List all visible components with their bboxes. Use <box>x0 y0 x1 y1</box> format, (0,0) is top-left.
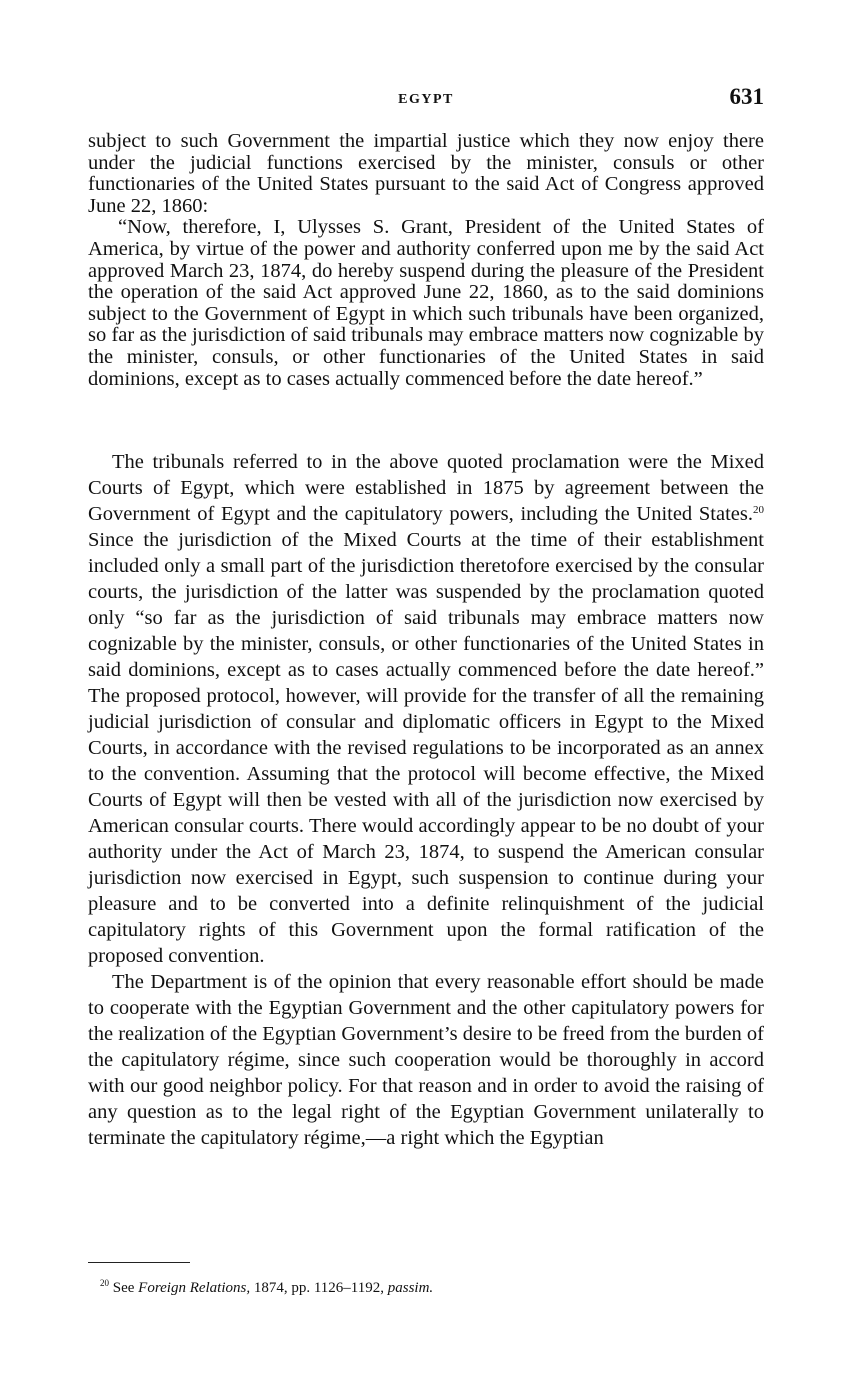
quote-paragraph-1: subject to such Government the impartial justice which they now enjoy there under the judicial functions exercised by the minister, consuls or other functionaries of the United States pursuant to the said Act of Congress approved June 22, 1860: <box>88 130 764 217</box>
quoted-proclamation <box>88 131 764 390</box>
running-title: EGYPT <box>398 92 454 107</box>
body-text <box>88 449 764 1151</box>
page-number: 631 <box>729 84 764 109</box>
page-header <box>88 84 764 118</box>
footnote-passim: passim. <box>387 1280 434 1296</box>
footnote-divider <box>88 1262 190 1263</box>
footnote-see: See <box>109 1280 139 1296</box>
quote-paragraph-2: “Now, therefore, I, Ulysses S. Grant, President of the United States of America, by virtue of the power and authority conferred upon me by the said Act approved March 23, 1874, do hereby suspend during the pleasure of the President the operation of the said Act approved June 22, 1860, as to the said dominions subject to the Government of Egypt in which such tribunals have been organized, so far as the jurisdiction of said tribunals may embrace matters now cognizable by the minister, consuls, or other functionaries of the United States in said dominions, except as to cases actually commenced before the date hereof.” <box>88 216 764 390</box>
footnote-marker: 20 <box>100 1278 109 1288</box>
body-paragraph-1-text-a: The tribunals referred to in the above quoted proclamation were the Mixed Courts of Egypt, which were established in 1875 by agreement between the Government of Egypt and the capitulatory powers, including the United States. <box>88 451 764 525</box>
footnote-reference: 20 <box>753 504 764 516</box>
footnote-pages: 1874, pp. 1126–1192, <box>250 1280 388 1296</box>
footnote <box>100 1273 764 1298</box>
body-paragraph-1-text-b: Since the jurisdiction of the Mixed Courts at the time of their establishment included only a small part of the jurisdiction theretofore exercised by the consular courts, the jurisdiction of the latter was suspended by the proclamation quoted only “so far as the jurisdiction of said tribunals may embrace matters now cognizable by the minister, consuls, or other functionaries of the United States in said dominions, except as to cases actually commenced before the date hereof.” The proposed protocol, however, will provide for the transfer of all the remaining judicial jurisdiction of consular and diplomatic officers in Egypt to the Mixed Courts, in accordance with the revised regulations to be incorporated as an annex to the convention. Assuming that the protocol will become effective, the Mixed Courts of Egypt will then be vested with all of the jurisdiction now exercised by American consular courts. There would accordingly appear to be no doubt of your authority under the Act of March 23, 1874, to suspend the American consular jurisdiction now exercised in Egypt, such suspension to continue during your pleasure and to be converted into a definite relinquishment of the judicial capitulatory rights of this Government upon the formal ratification of the proposed convention. <box>88 529 764 967</box>
footnote-title: Foreign Relations, <box>138 1280 251 1296</box>
body-paragraph-1 <box>88 449 764 969</box>
body-paragraph-2: The Department is of the opinion that every reasonable effort should be made to cooperate with the Egyptian Government and the other capitulatory powers for the realization of the Egyptian Government’s desire to be freed from the burden of the capitulatory régime, since such cooperation would be thoroughly in accord with our good neighbor policy. For that reason and in order to avoid the raising of any question as to the legal right of the Egyptian Government unilaterally to terminate the capitulatory régime,—a right which the Egyptian <box>88 971 764 1149</box>
